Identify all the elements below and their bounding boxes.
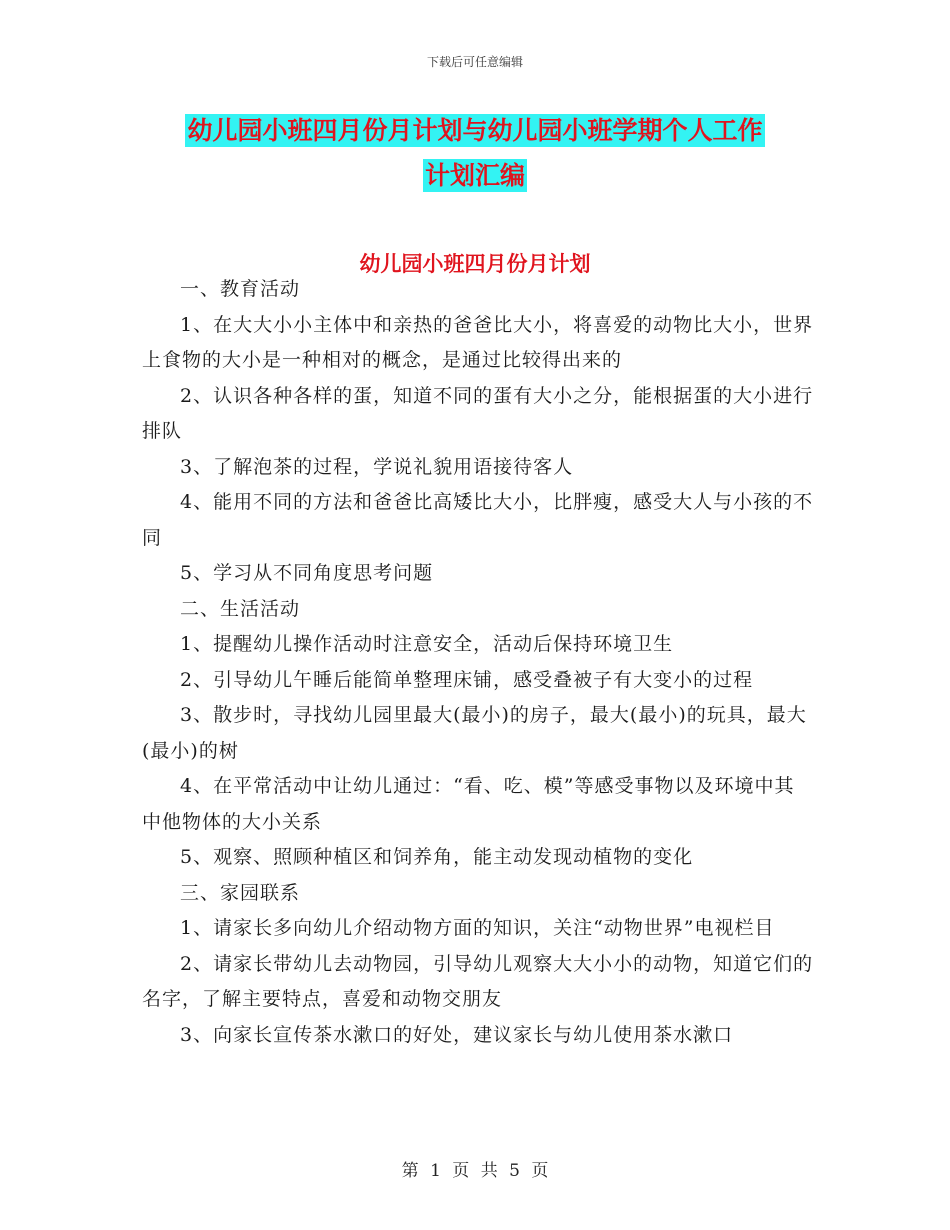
document-title <box>140 108 810 198</box>
paragraph: 1、提醒幼儿操作活动时注意安全，活动后保持环境卫生 <box>180 633 674 655</box>
paragraph: 3、了解泡茶的过程，学说礼貌用语接待客人 <box>180 455 574 478</box>
paragraph: 3、散步时，寻找幼儿园里最大(最小)的房子，最大(最小)的玩具，最大(最小)的树 <box>142 704 807 762</box>
paragraph: 2、认识各种各样的蛋，知道不同的蛋有大小之分，能根据蛋的大小进行排队 <box>142 384 814 442</box>
section-title: 幼儿园小班四月份月计划 <box>359 252 591 276</box>
paragraph: 2、请家长带幼儿去动物园，引导幼儿观察大大小小的动物，知道它们的名字，了解主要特点，喜爱和动物交朋友 <box>142 952 814 1010</box>
page-footer: 第 1 页 共 5 页 <box>401 1161 549 1181</box>
heading-education-activities: 一、教育活动 <box>180 278 301 300</box>
header-note: 下载后可任意编辑 <box>426 55 523 69</box>
document-body <box>142 272 814 1053</box>
document-title-line-1: 幼儿园小班四月份月计划与幼儿园小班学期个人工作 <box>187 116 763 145</box>
heading-daily-life-activities: 二、生活活动 <box>180 597 301 620</box>
paragraph: 2、引导幼儿午睡后能简单整理床铺，感受叠被子有大变小的过程 <box>180 668 754 691</box>
paragraph: 1、在大大小小主体中和亲热的爸爸比大小，将喜爱的动物比大小，世界上食物的大小是一种相对的概念，是通过比较得出来的 <box>142 313 814 371</box>
paragraph: 1、请家长多向幼儿介绍动物方面的知识，关注“动物世界”电视栏目 <box>180 917 775 939</box>
paragraph: 4、在平常活动中让幼儿通过：“看、吃、模”等感受事物以及环境中其中他物体的大小关系 <box>142 775 795 833</box>
paragraph: 3、向家长宣传茶水漱口的好处，建议家长与幼儿使用茶水漱口 <box>180 1023 734 1046</box>
paragraph: 4、能用不同的方法和爸爸比高矮比大小，比胖瘦，感受大人与小孩的不同 <box>142 491 814 549</box>
heading-home-school-contact: 三、家园联系 <box>180 881 301 904</box>
paragraph: 5、学习从不同角度思考问题 <box>180 562 434 584</box>
paragraph: 5、观察、照顾种植区和饲养角，能主动发现动植物的变化 <box>180 846 694 868</box>
document-title-line-2: 计划汇编 <box>424 161 525 190</box>
